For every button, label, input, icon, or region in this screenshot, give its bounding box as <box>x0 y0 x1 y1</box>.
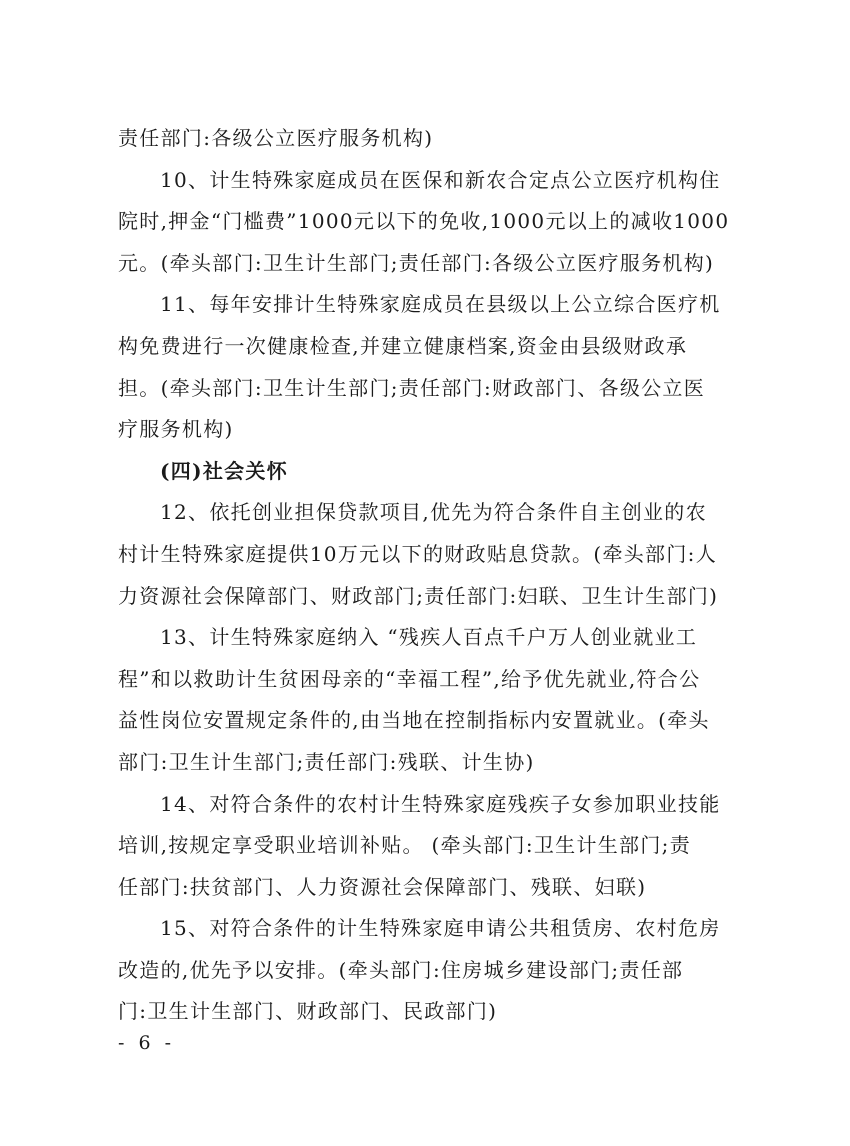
paragraph-item-15-line: 15、对符合条件的计生特殊家庭申请公共租赁房、农村危房 <box>160 916 721 941</box>
text-line: 元。(牵头部门:卫生计生部门;责任部门:各级公立医疗服务机构) <box>118 250 715 275</box>
text-line: 门:卫生计生部门、财政部门、民政部门) <box>118 999 498 1024</box>
paragraph-item-11-line: 11、每年安排计生特殊家庭成员在县级以上公立综合医疗机 <box>160 292 721 317</box>
text-line: 构免费进行一次健康检查,并建立健康档案,资金由县级财政承 <box>118 333 688 358</box>
paragraph-item-14-line: 14、对符合条件的农村计生特殊家庭残疾子女参加职业技能 <box>160 791 721 816</box>
section-heading: (四)社会关怀 <box>160 458 289 483</box>
page-number: - 6 - <box>118 1032 176 1054</box>
text-line: 程”和以救助计生贫困母亲的“幸福工程”,给予优先就业,符合公 <box>118 666 701 691</box>
body-text <box>118 118 734 1033</box>
text-line: 改造的,优先予以安排。(牵头部门:住房城乡建设部门;责任部 <box>118 957 684 982</box>
text-line: 责任部门:各级公立医疗服务机构) <box>118 126 434 150</box>
text-line: 任部门:扶贫部门、人力资源社会保障部门、残联、妇联) <box>118 874 647 899</box>
text-line: 力资源社会保障部门、财政部门;责任部门:妇联、卫生计生部门) <box>118 583 719 608</box>
paragraph-item-12-line: 12、依托创业担保贷款项目,优先为符合条件自主创业的农 <box>160 500 707 525</box>
text-line: 培训,按规定享受职业培训补贴。 (牵头部门:卫生计生部门;责 <box>118 833 691 858</box>
text-line: 担。(牵头部门:卫生计生部门;责任部门:财政部门、各级公立医 <box>118 375 706 400</box>
text-line: 部门:卫生计生部门;责任部门:残联、计生协) <box>118 749 535 774</box>
paragraph-item-10-line: 10、计生特殊家庭成员在医保和新农合定点公立医疗机构住 <box>160 167 721 192</box>
text-line: 村计生特殊家庭提供10万元以下的财政贴息贷款。(牵头部门:人 <box>118 541 717 566</box>
text-line: 益性岗位安置规定条件的,由当地在控制指标内安置就业。(牵头 <box>118 708 710 733</box>
text-line: 院时,押金“门槛费”1000元以下的免收,1000元以上的减收1000 <box>118 209 730 234</box>
paragraph-item-13-line: 13、计生特殊家庭纳入 “残疾人百点千户万人创业就业工 <box>160 625 698 650</box>
text-line: 疗服务机构) <box>118 417 234 442</box>
